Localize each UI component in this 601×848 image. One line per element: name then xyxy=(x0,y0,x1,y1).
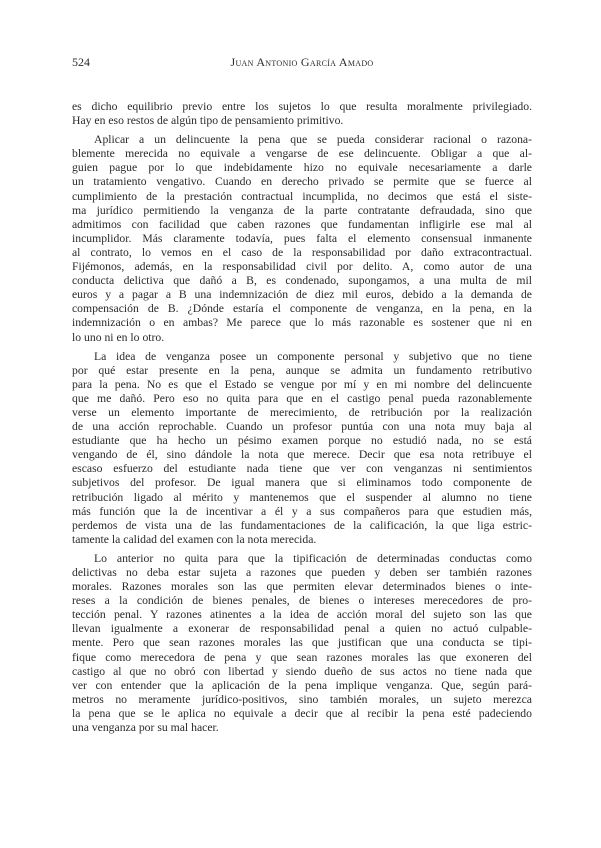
text-line: tección penal. Y razones atinentes a la idea de acción moral del sujeto son las que xyxy=(72,608,532,622)
text-line: para la pena. No es que el Estado se vengue por mí y en mi nombre del delincuente xyxy=(72,377,532,391)
page-body xyxy=(72,100,532,740)
text-line: euros y a pagar a B una indemnización de diez mil euros, debido a la demanda de xyxy=(72,288,532,302)
text-line: retribución ligado al mérito y mantenemos que el suspender al alumno no tiene xyxy=(72,490,532,504)
text-line: estudiante que ha hecho un pésimo examen porque no estudió nada, no se está xyxy=(72,434,532,448)
text-line: ver con entender que la aplicación de la pena implique venganza. Que, según pará- xyxy=(72,678,532,692)
text-line: castigo al que no obró con libertad y siendo dueño de sus actos no tiene nada que xyxy=(72,664,532,678)
text-line: reses a la condición de bienes penales, de bienes o intereses merecedores de pro- xyxy=(72,594,532,608)
text-line: Fijémonos, además, en la responsabilidad civil por delito. A, como autor de una xyxy=(72,260,532,274)
text-line: conducta delictiva que dañó a B, es condenado, supongamos, a una multa de mil xyxy=(72,274,532,288)
text-line: la pena que se le aplica no equivale a decir que al recibir la pena esté padeciendo xyxy=(72,706,532,720)
text-line: cumplimiento de la prestación contractual incumplida, no decimos que está el siste- xyxy=(72,189,532,203)
running-title: Juan Antonio García Amado xyxy=(230,55,374,69)
text-line: Aplicar a un delincuente la pena que se pueda considerar racional o razona- xyxy=(94,133,532,147)
text-line: delictivas no deba estar sujeta a razones que pueden y deben ser también razones xyxy=(72,566,532,579)
text-line: escaso esfuerzo del estudiante nada tiene que ver con venganzas ni sentimientos xyxy=(72,462,532,476)
text-line: La idea de venganza posee un componente personal y subjetivo que no tiene xyxy=(94,349,532,363)
text-line: mente. Pero que sean razones morales las que justifican que una conducta se tipi- xyxy=(72,636,532,650)
text-line: metros no meramente jurídico-positivos, sino también morales, un sujeto merezca xyxy=(72,692,532,706)
text-line: incumplidor. Más claramente todavía, pues falta el elemento consensual inmanente xyxy=(72,231,532,245)
paragraph xyxy=(72,133,532,344)
text-line: fique como merecedora de pena y que sean razones morales las que exoneren del xyxy=(72,650,532,664)
text-line: un tratamiento vengativo. Cuando en derecho privado se permite que se fuerce al xyxy=(72,175,532,189)
text-line: una venganza por su mal hacer. xyxy=(72,721,219,735)
text-line: de una acción reprochable. Cuando un profesor puntúa con una nota muy baja al xyxy=(72,420,532,434)
text-line: es dicho equilibrio previo entre los sujetos lo que resulta moralmente privilegiado. xyxy=(72,100,532,113)
paragraph xyxy=(72,350,532,547)
text-line: por qué estar presente en la pena, aunque se admita un fundamento retributivo xyxy=(72,363,532,377)
text-line: blemente merecida no equivale a vengarse de ese delincuente. Obligar a que al- xyxy=(72,147,532,161)
text-line: Lo anterior no quita para que la tipificación de determinadas conductas como xyxy=(94,551,532,565)
text-line: Hay en eso restos de algún tipo de pensamiento primitivo. xyxy=(72,114,344,128)
text-line: admitimos con facilidad que caben razones que fundamentan infligirle ese mal al xyxy=(72,217,532,231)
page-header xyxy=(72,55,532,71)
paragraph xyxy=(72,100,532,128)
text-line: lo uno ni en lo otro. xyxy=(72,330,165,344)
text-line: que me dañó. Pero eso no quita para que en el castigo penal pueda razonablemente xyxy=(72,391,532,405)
text-line: ma jurídico permitiendo la venganza de la parte contratante defraudada, sino que xyxy=(72,203,532,217)
text-line: subjetivos del profesor. De igual manera que si eliminamos todo componente de xyxy=(72,476,532,490)
text-line: llevan igualmente a exonerar de responsabilidad penal a quien no actuó culpable- xyxy=(72,622,532,636)
page-number: 524 xyxy=(72,55,90,69)
text-line: compensación de B. ¿Dónde estaría el componente de venganza, en la pena, en la xyxy=(72,302,532,316)
text-line: más función que la de incentivar a él y a sus compañeros para que estudien más, xyxy=(72,504,532,518)
text-line: indemnización o en ambas? Me parece que lo más razonable es sostener que ni en xyxy=(72,316,532,330)
text-line: verse un elemento importante de merecimiento, de retribución por la realización xyxy=(72,405,532,419)
text-line: perdemos de vista una de las fundamentaciones de la calificación, la que liga estric- xyxy=(72,518,532,532)
text-line: al contrato, lo vemos en el caso de la responsabilidad por daño extracontractual. xyxy=(72,245,532,259)
text-line: guien pague por lo que indebidamente hizo no equivale necesariamente a darle xyxy=(72,161,532,175)
paragraph xyxy=(72,552,532,735)
text-line: vengando de él, sino dándole la nota que merece. Decir que esa nota retribuye el xyxy=(72,448,532,462)
text-line: tamente la calidad del examen con la nota merecida. xyxy=(72,532,317,546)
text-line: morales. Razones morales son las que permiten elevar determinados bienes o inte- xyxy=(72,580,532,594)
